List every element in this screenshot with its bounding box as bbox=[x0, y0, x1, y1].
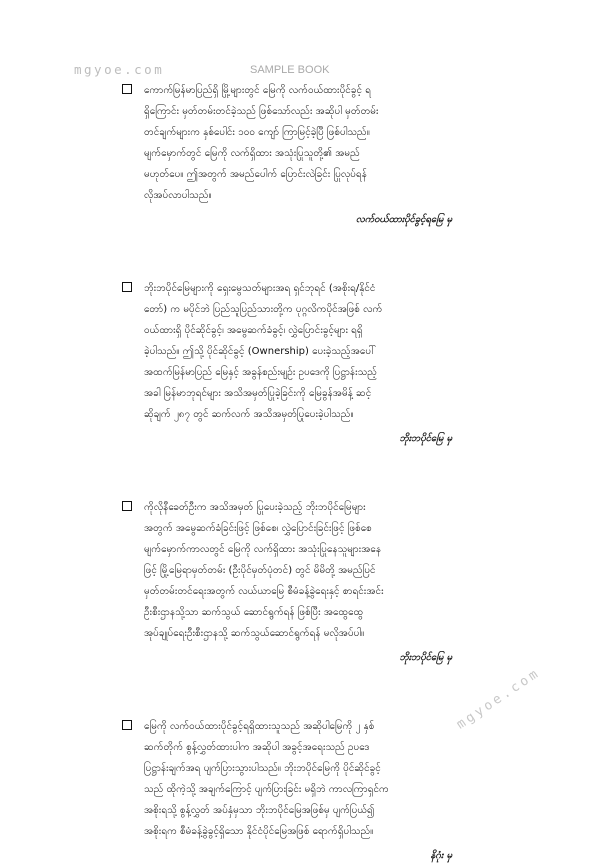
paragraph-1 bbox=[122, 80, 452, 230]
sample-book-label: SAMPLE BOOK bbox=[250, 64, 330, 76]
paragraph-3 bbox=[122, 497, 452, 668]
checkbox-icon bbox=[122, 84, 132, 94]
source-citation: နိဂုံး မှ bbox=[430, 850, 452, 861]
checkbox-icon bbox=[122, 501, 132, 511]
watermark-diagonal: mgyoe.com bbox=[454, 665, 544, 733]
paragraph-4 bbox=[122, 716, 452, 866]
paragraph-text: ကောက်မြန်မာပြည်ရှိ မြို့များတွင် မြေကို လက်ဝယ်ထားပိုင်ခွင့် ရ ရှိကြောင်း မှတ်တမ်းတင်ခဲ့သည် ဖြစ်သော်လည်း အဆိုပါ မှတ်တမ်း တင်ချက်များက နှစ်ပေါင်း ၁၀၀ ကျော် ကြာမြင့်ခဲ့ပြီ ဖြစ်ပါသည်။ မျက်မှောက်တွင် မြေကို လက်ရှိထား အသုံးပြုသူတို့၏ အမည် မဟုတ်ပေ။ ဤအတွက် အမည်ပေါက် ပြောင်းလဲခြင်း ပြုလုပ်ရန် လိုအပ်လာပါသည်။ bbox=[144, 85, 379, 201]
document-body bbox=[122, 80, 452, 866]
watermark-top: mgyoe.com bbox=[74, 62, 165, 77]
source-citation: ဘိုးဘပိုင်မြေ မှ bbox=[399, 433, 452, 444]
source-citation: ဘိုးဘပိုင်မြေ မှ bbox=[399, 652, 452, 663]
paragraph-2 bbox=[122, 278, 452, 449]
paragraph-text: ဘိုးဘပိုင်မြေများကို ရှေးမွေသတ်များအရ ရှင်ဘုရင် (အစိုးရ/နိုင်ငံ တော်) က မပိုင်ဘဲ ပြည်သူပြည်သားတို့က ပုဂ္ဂလိကပိုင်အဖြစ် လက် ဝယ်ထားရှိ ပိုင်ဆိုင်ခွင့်၊ အမွေဆက်ခံခွင့်၊ လွှဲပြောင်းခွင့်များ ရရှိ ခဲ့ပါသည်။ ဤသို့ ပိုင်ဆိုင်ခွင့် (Ownership) ပေးခဲ့သည့်အပေါ် အထက်မြန်မာပြည် မြေနှင့် အခွန်စည်းမျဉ်း ဥပဒေကို ပြဋ္ဌာန်းသည့် အခါ မြန်မာဘုရင်များ အသိအမှတ်ပြုခဲ့ခြင်းကို မြေခွန်အမိန့် ဆင့် ဆိုချက် ၂၈၇ တွင် ဆက်လက် အသိအမှတ်ပြုပေးခဲ့ပါသည်။ bbox=[144, 283, 383, 420]
source-citation: လက်ဝယ်ထားပိုင်ခွင့်ရမြေ မှ bbox=[355, 214, 452, 225]
checkbox-icon bbox=[122, 282, 132, 292]
paragraph-text: မြေကို လက်ဝယ်ထားပိုင်ခွင့်ရရှိထားသူသည် အဆိုပါမြေကို ၂ နှစ် ဆက်တိုက် စွန့်လွှတ်ထားပါက အဆိုပါ အခွင့်အရေးသည် ဥပဒေ ပြဋ္ဌာန်းချက်အရ ပျက်ပြားသွားပါသည်။ ဘိုးဘပိုင်မြေကို ပိုင်ဆိုင်ခွင့် သည် ထိုကဲ့သို့ အချက်ကြောင့် ပျက်ပြားခြင်း မရှိဘဲ ကာလကြာရှင်က အစိုးရသို့ စွန့်လွှတ် အပ်နှံမှသာ ဘိုးဘပိုင်မြေအဖြစ်မှ ပျက်ပြယ်၍ အစိုးရက စီမံခန့်ခွဲခွင့်ရှိသော နိုင်ငံပိုင်မြေအဖြစ် ရောက်ရှိပါသည်။ bbox=[144, 721, 389, 837]
paragraph-text: ကိုလိုနီခေတ်ဦးက အသိအမှတ် ပြုပေးခဲ့သည့် ဘိုးဘပိုင်မြေများ အတွက် အမွေဆက်ခံခြင်းဖြင့် ဖြစ်စေ၊ လွှဲပြောင်းခြင်းဖြင့် ဖြစ်စေ မျက်မှောက်ကာလတွင် မြေကို လက်ရှိထား အသုံးပြုနေသူများအနေ ဖြင့် မြို့မြေရာမှတ်တမ်း (ဦးပိုင်မှတ်ပုံတင်) တွင် မိမိတို့ အမည်ပြင် မှတ်တမ်းတင်ရေးအတွက် လယ်ယာမြေ စီမံခန့်ခွဲရေးနှင့် စာရင်းအင်း ဦးစီးဌာနသို့သာ ဆက်သွယ် ဆောင်ရွက်ရန် ဖြစ်ပြီး အထွေထွေ အုပ်ချုပ်ရေးဦးစီးဌာနသို့ ဆက်သွယ်ဆောင်ရွက်ရန် မလိုအပ်ပါ။ bbox=[144, 502, 384, 639]
checkbox-icon bbox=[122, 720, 132, 730]
